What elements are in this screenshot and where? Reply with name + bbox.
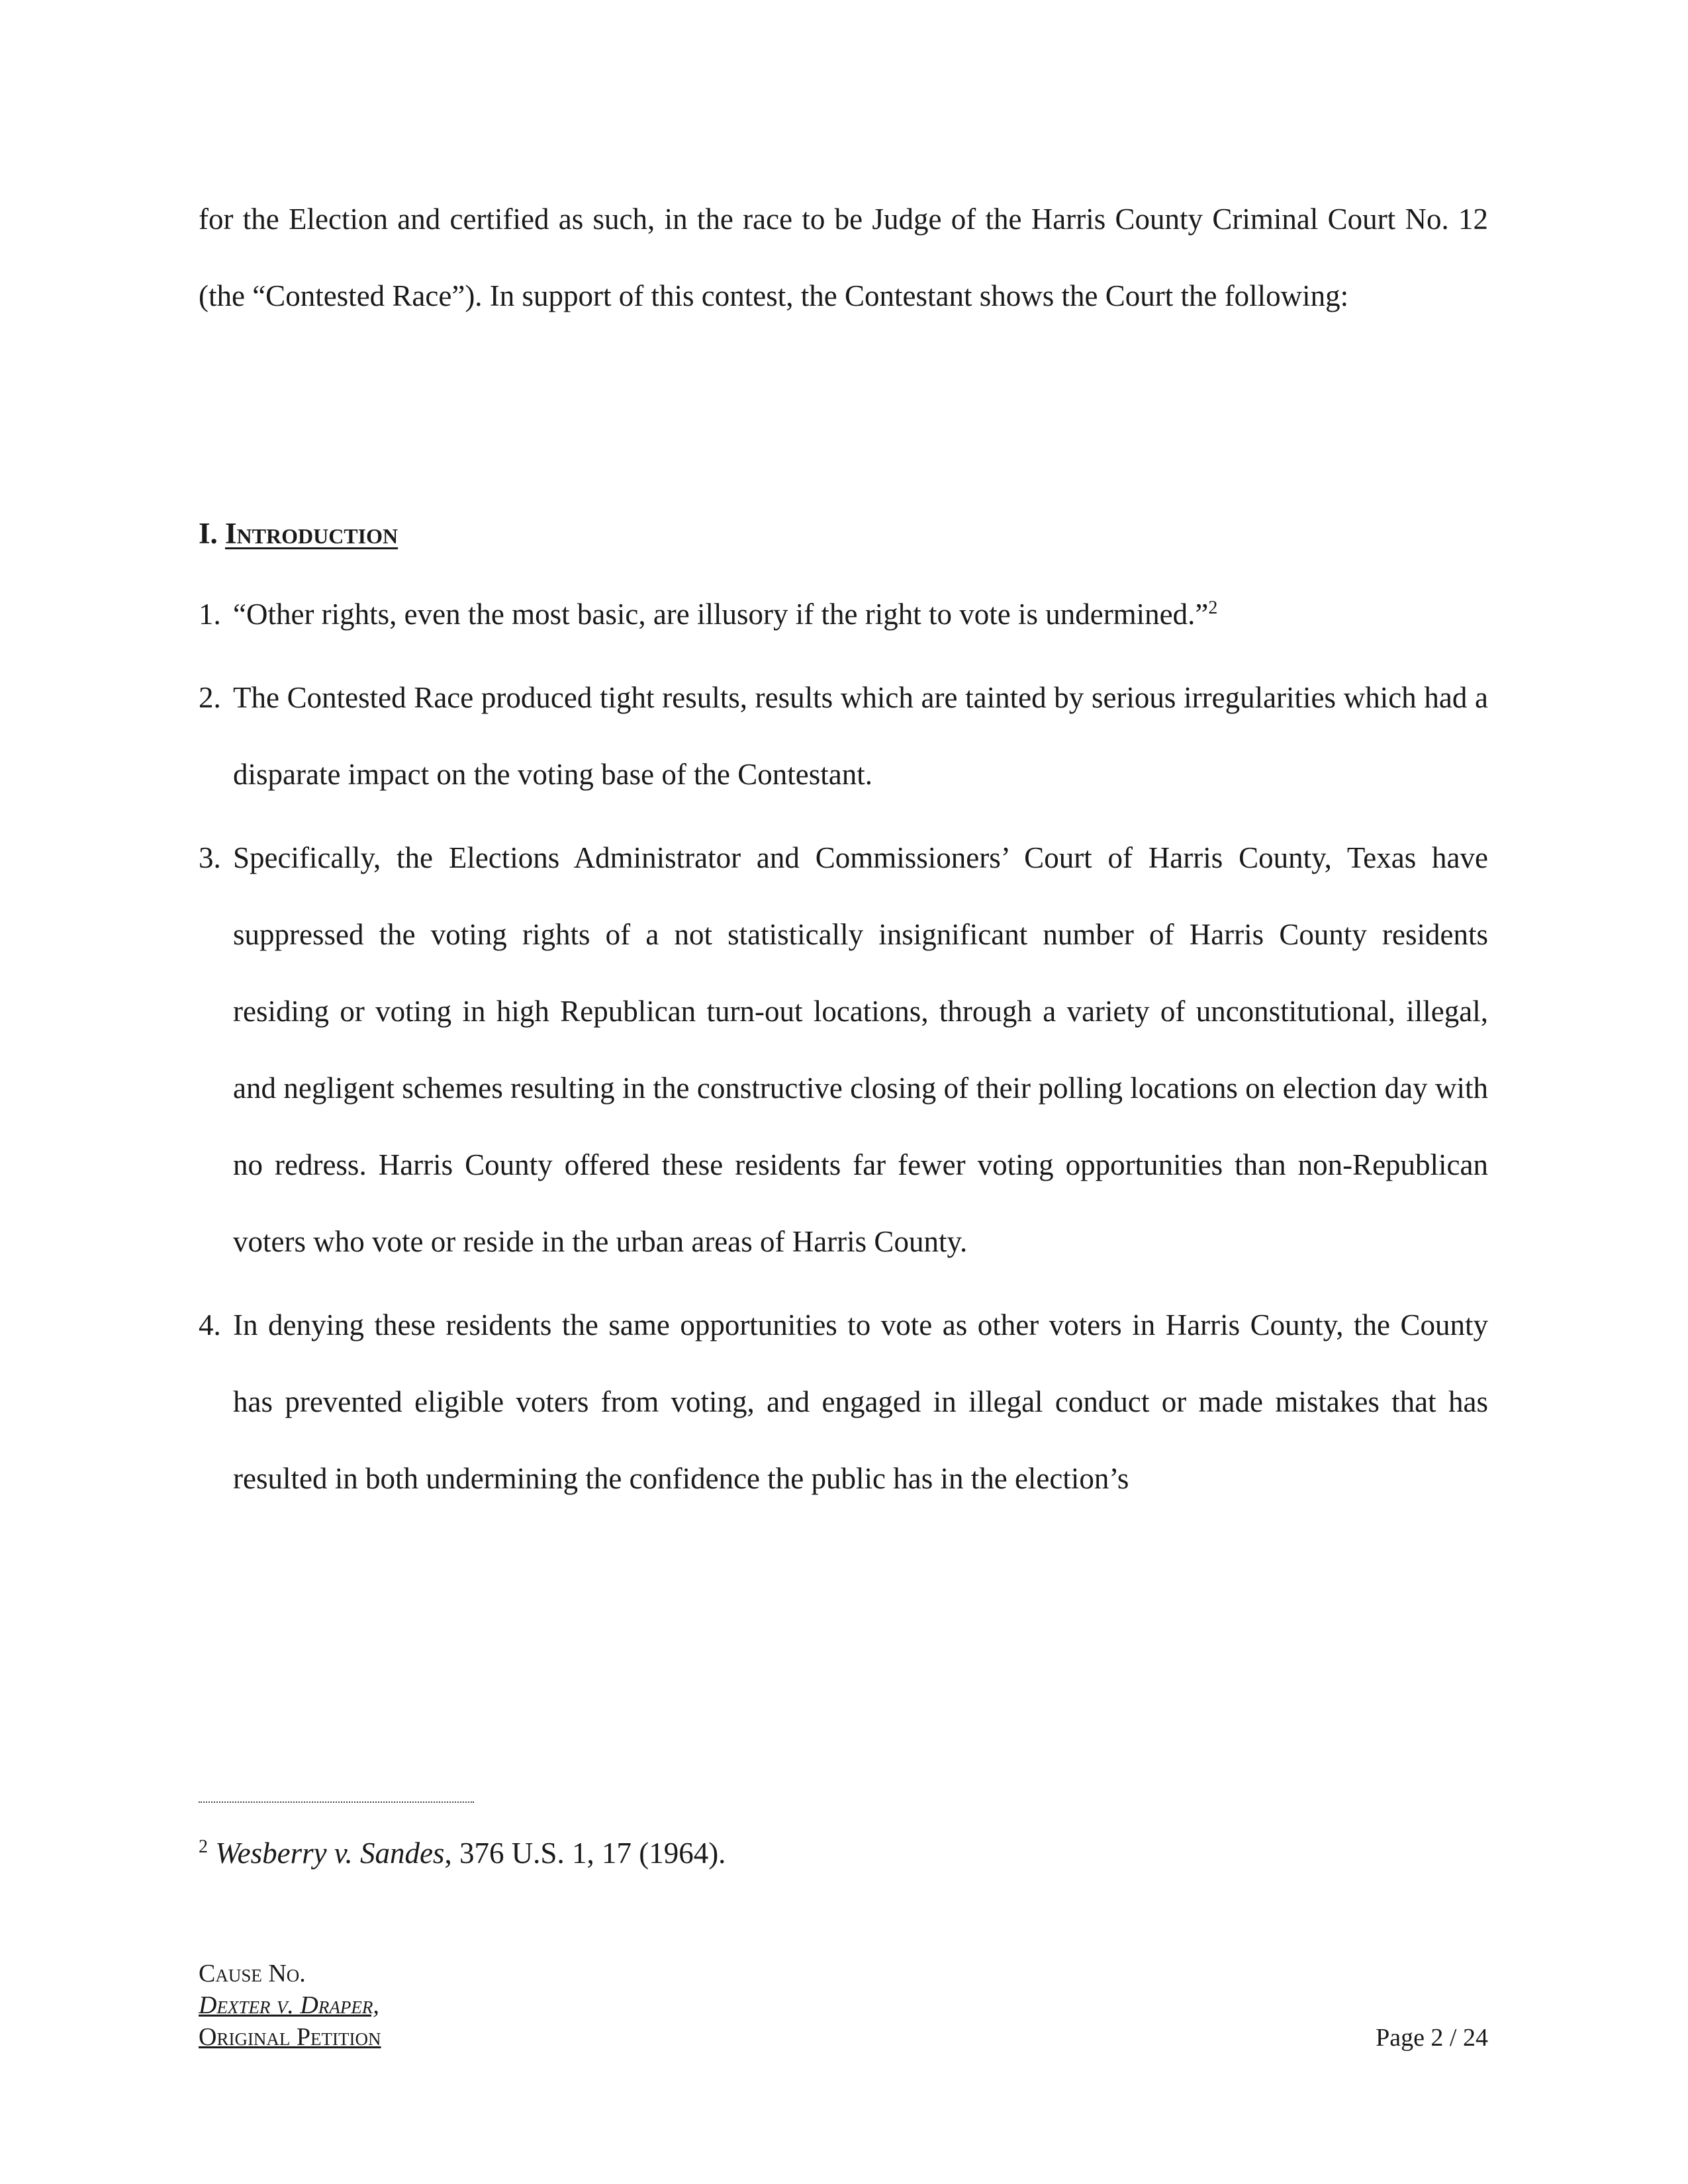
paragraph-text: “Other rights, even the most basic, are illusory if the right to vote is undermined.” bbox=[233, 598, 1209, 631]
footnote-divider bbox=[199, 1801, 474, 1803]
footnote-ref[interactable]: 2 bbox=[1208, 598, 1218, 618]
paragraph-text: Specifically, the Elections Administrator and Commissioners’ Court of Harris County, Texas have suppressed the voting rights of a not statistically insignificant number of Harris County residents residing or voting in high Republican turn-out locations, through a variety of unconstitutional, illegal, and negligent schemes resulting in the constructive closing of their polling locations on election day with no redress. Harris County offered these residents far fewer voting opportunities than non-Republican voters who vote or reside in the urban areas of Harris County. bbox=[233, 841, 1488, 1258]
footer-document-title: Original Petition bbox=[199, 2023, 381, 2051]
section-title: Introduction bbox=[225, 517, 399, 550]
footnote-citation: , 376 U.S. 1, 17 (1964). bbox=[444, 1837, 726, 1870]
numbered-paragraphs bbox=[199, 576, 1488, 1524]
paragraph-number: 3. bbox=[199, 841, 221, 874]
paragraph-text: The Contested Race produced tight results, results which are tainted by serious irregularities which had a disparate impact on the voting base of the Contestant. bbox=[233, 681, 1488, 791]
paragraph-2 bbox=[199, 659, 1488, 813]
footnote-case-name: Wesberry v. Sandes bbox=[215, 1837, 445, 1870]
footnote-marker: 2 bbox=[199, 1837, 208, 1857]
paragraph-number: 4. bbox=[199, 1308, 221, 1342]
paragraph-number: 1. bbox=[199, 598, 221, 631]
paragraph-number: 2. bbox=[199, 681, 221, 714]
paragraph-1 bbox=[199, 576, 1488, 653]
page-number: Page 2 / 24 bbox=[1376, 2024, 1488, 2052]
section-number: I. bbox=[199, 517, 218, 550]
paragraph-4 bbox=[199, 1287, 1488, 1517]
footer-cause-number: Cause No. bbox=[199, 1960, 306, 1987]
section-heading bbox=[199, 514, 398, 553]
footer-caption bbox=[199, 1958, 381, 2053]
footnote bbox=[199, 1833, 726, 1873]
paragraph-text: In denying these residents the same opportunities to vote as other voters in Harris County, the County has prevented eligible voters from voting, and engaged in illegal conduct or made mistakes that has resulted in both undermining the confidence the public has in the election’s bbox=[233, 1308, 1488, 1495]
footer-parties: Dexter v. Draper, bbox=[199, 1991, 379, 2019]
intro-paragraph: for the Election and certified as such, in the race to be Judge of the Harris County Criminal Court No. 12 (the “Contested Race”). In support of this contest, the Contestant shows the Court the following: bbox=[199, 203, 1488, 312]
paragraph-3 bbox=[199, 819, 1488, 1280]
